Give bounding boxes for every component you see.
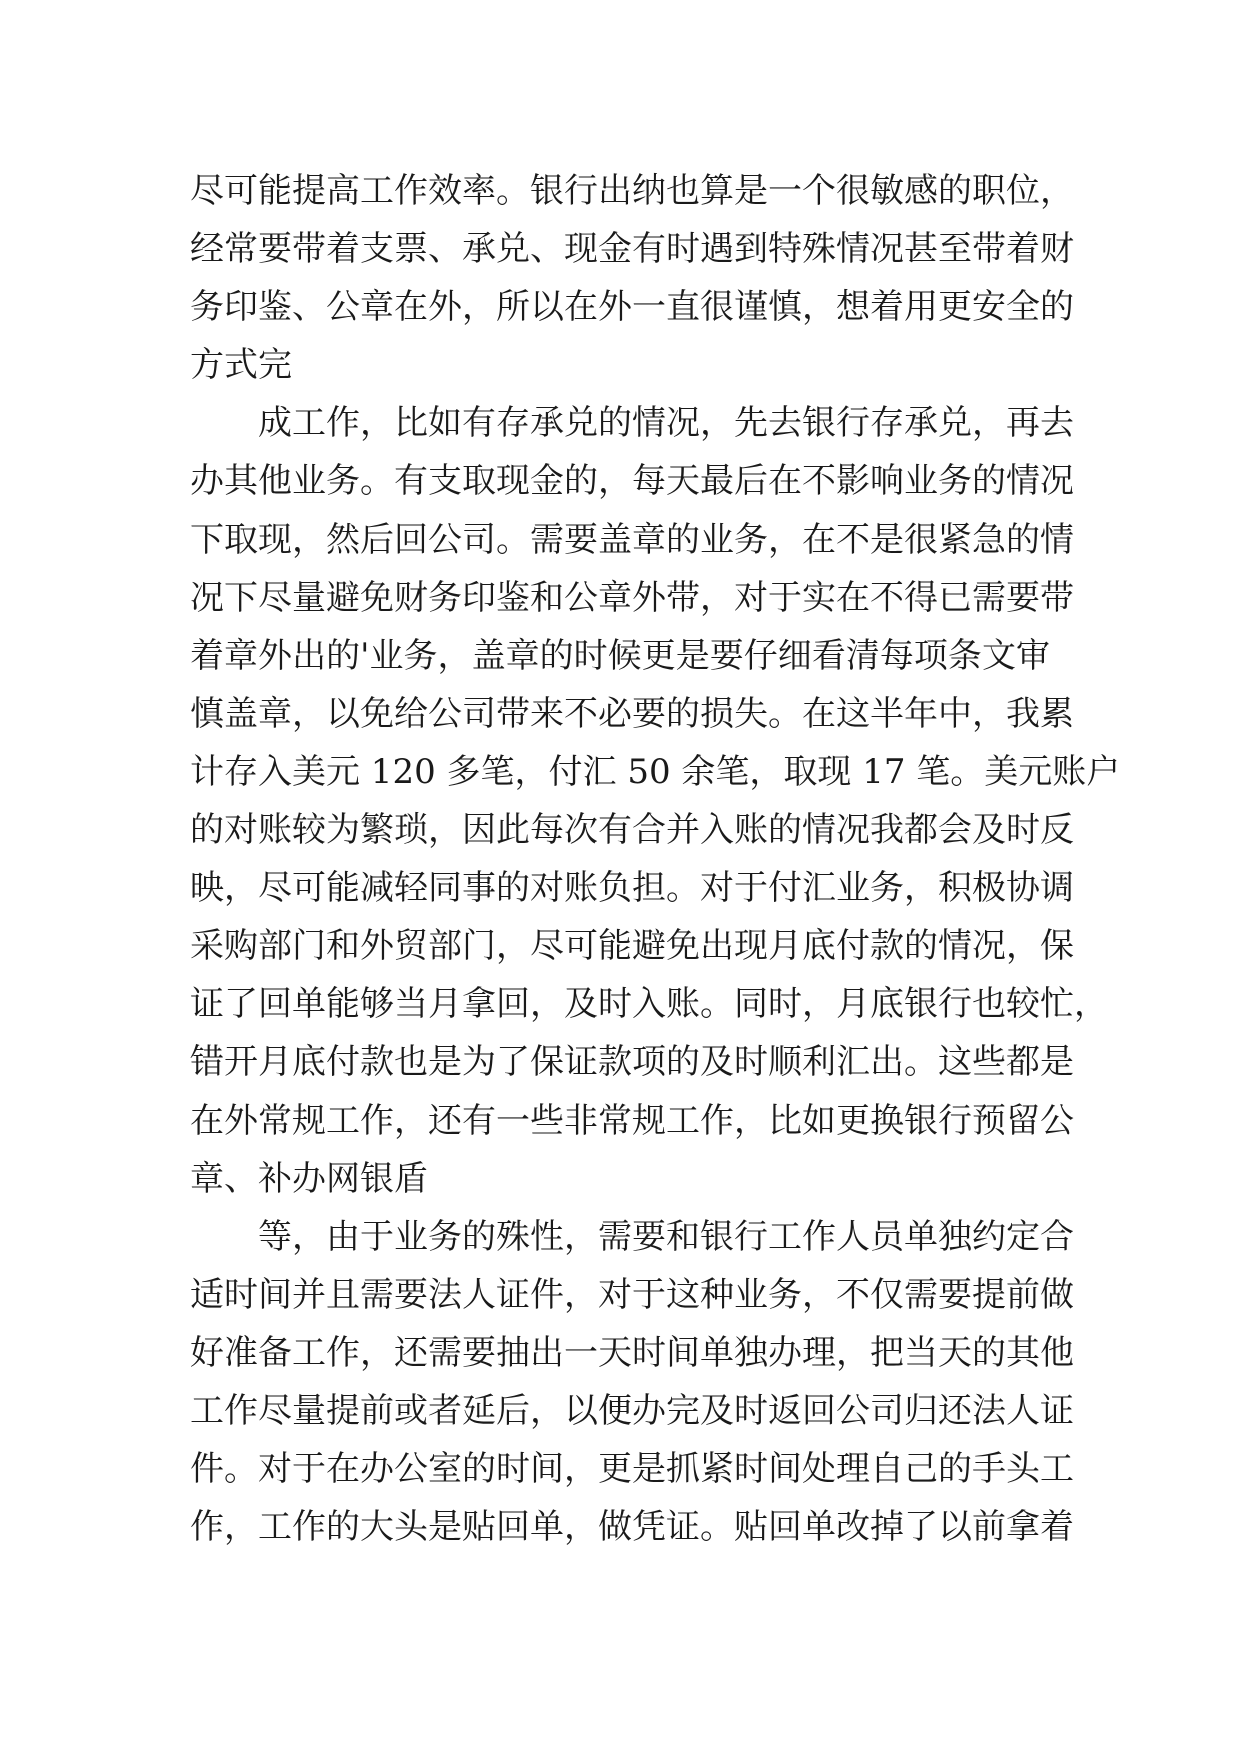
text-line: 下取现，然后回公司。需要盖章的业务，在不是很紧急的情	[190, 519, 1074, 560]
body-text	[190, 162, 1121, 1556]
text-line: 计存入美元 120 多笔，付汇 50 余笔，取现 17 笔。美元账户	[190, 751, 1121, 792]
text-line: 的对账较为繁琐，因此每次有合并入账的情况我都会及时反	[190, 810, 1074, 851]
text-line: 方式完	[190, 345, 292, 386]
text-line: 映，尽可能减轻同事的对账负担。对于付汇业务，积极协调	[190, 868, 1074, 909]
text-line: 适时间并且需要法人证件，对于这种业务，不仅需要提前做	[190, 1274, 1074, 1315]
text-line: 办其他业务。有支取现金的，每天最后在不影响业务的情况	[190, 461, 1074, 502]
text-line: 错开月底付款也是为了保证款项的及时顺利汇出。这些都是	[190, 1042, 1074, 1083]
text-line: 经常要带着支票、承兑、现金有时遇到特殊情况甚至带着财	[190, 229, 1074, 270]
text-line: 着章外出的'业务，盖章的时候更是要仔细看清每项条文审	[190, 635, 1050, 676]
text-line: 工作尽量提前或者延后，以便办完及时返回公司归还法人证	[190, 1390, 1074, 1431]
paragraph-first-line: 等，由于业务的殊性，需要和银行工作人员单独约定合	[258, 1216, 1074, 1257]
text-line: 件。对于在办公室的时间，更是抓紧时间处理自己的手头工	[190, 1449, 1074, 1490]
text-line: 作，工作的大头是贴回单，做凭证。贴回单改掉了以前拿着	[190, 1507, 1074, 1548]
text-line: 慎盖章，以免给公司带来不必要的损失。在这半年中，我累	[190, 693, 1074, 734]
text-line: 好准备工作，还需要抽出一天时间单独办理，把当天的其他	[190, 1332, 1074, 1373]
text-line: 务印鉴、公章在外，所以在外一直很谨慎，想着用更安全的	[190, 287, 1074, 328]
text-line: 尽可能提高工作效率。银行出纳也算是一个很敏感的职位，	[190, 171, 1074, 211]
text-line: 况下尽量避免财务印鉴和公章外带，对于实在不得已需要带	[190, 577, 1074, 618]
text-line: 采购部门和外贸部门，尽可能避免出现月底付款的情况，保	[190, 926, 1074, 967]
paragraph-first-line: 成工作，比如有存承兑的情况，先去银行存承兑，再去	[258, 403, 1074, 444]
text-line: 章、补办网银盾	[190, 1158, 428, 1199]
text-line: 证了回单能够当月拿回，及时入账。同时，月底银行也较忙，	[190, 984, 1108, 1025]
text-line: 在外常规工作，还有一些非常规工作，比如更换银行预留公	[190, 1100, 1074, 1141]
